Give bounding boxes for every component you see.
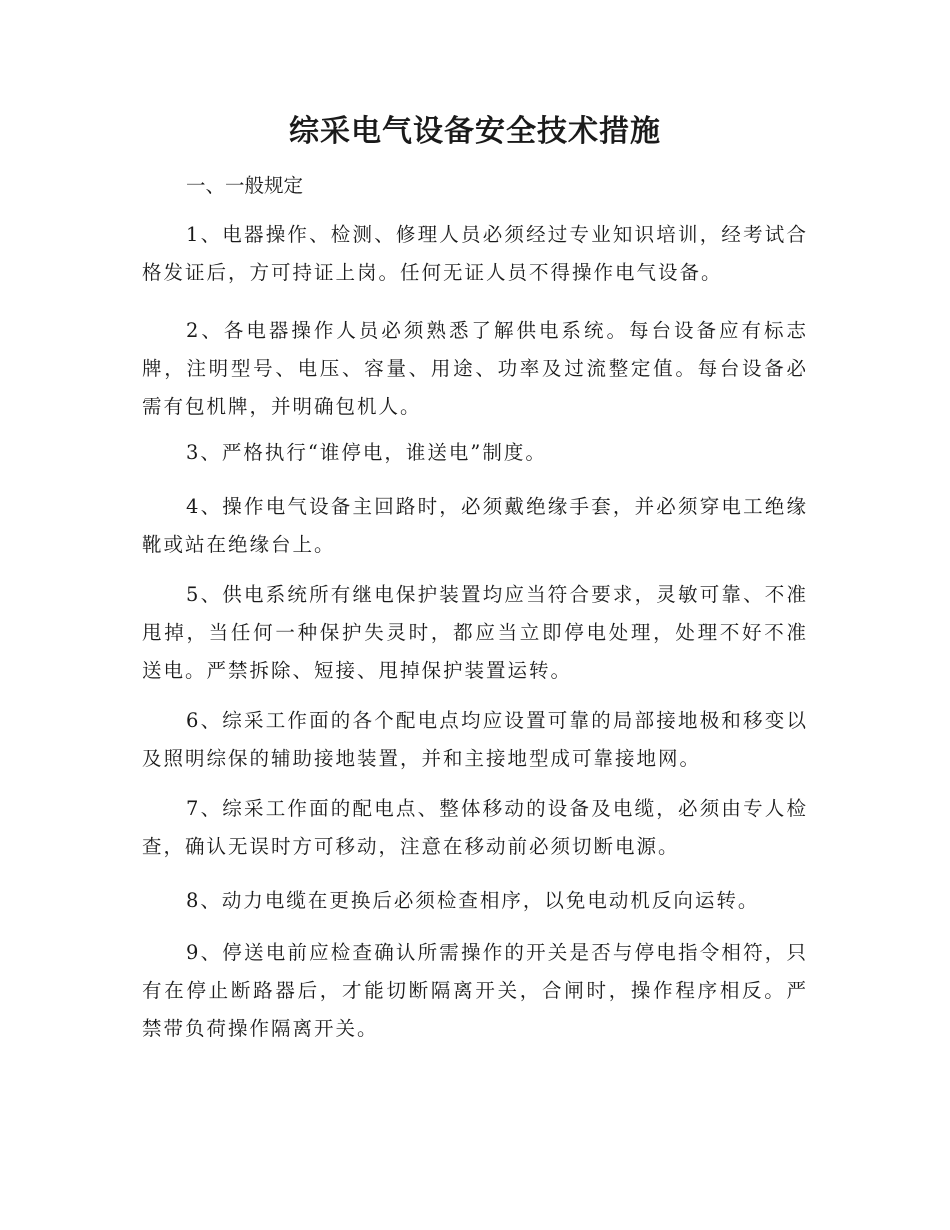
document-body [142, 166, 808, 1040]
paragraph-6: 6、综采工作面的各个配电点均应设置可靠的局部接地极和移变以及照明综保的辅助接地装置，并和主接地型成可靠接地网。 [142, 709, 808, 770]
paragraph-3: 3、严格执行“谁停电，谁送电”制度。 [186, 441, 547, 464]
paragraph-2: 2、各电器操作人员必须熟悉了解供电系统。每台设备应有标志牌，注明型号、电压、容量、用途、功率及过流整定值。每台设备必需有包机牌，并明确包机人。 [142, 319, 808, 418]
document-title: 综采电气设备安全技术措施 [289, 114, 661, 149]
paragraph-7: 7、综采工作面的配电点、整体移动的设备及电缆，必须由专人检查，确认无误时方可移动，注意在移动前必须切断电源。 [142, 797, 808, 858]
paragraph-9: 9、停送电前应检查确认所需操作的开关是否与停电指令相符，只有在停止断路器后，才能切断隔离开关，合闸时，操作程序相反。严禁带负荷操作隔离开关。 [142, 941, 808, 1040]
paragraph-5: 5、供电系统所有继电保护装置均应当符合要求，灵敏可靠、不准甩掉，当任何一种保护失灵时，都应当立即停电处理，处理不好不准送电。严禁拆除、短接、甩掉保护装置运转。 [142, 583, 808, 682]
paragraph-8: 8、动力电缆在更换后必须检查相序，以免电动机反向运转。 [186, 889, 760, 912]
paragraph-1: 1、电器操作、检测、修理人员必须经过专业知识培训，经考试合格发证后，方可持证上岗。任何无证人员不得操作电气设备。 [142, 223, 808, 284]
section-heading: 一、一般规定 [186, 174, 304, 197]
paragraph-4: 4、操作电气设备主回路时，必须戴绝缘手套，并必须穿电工绝缘靴或站在绝缘台上。 [142, 495, 808, 556]
